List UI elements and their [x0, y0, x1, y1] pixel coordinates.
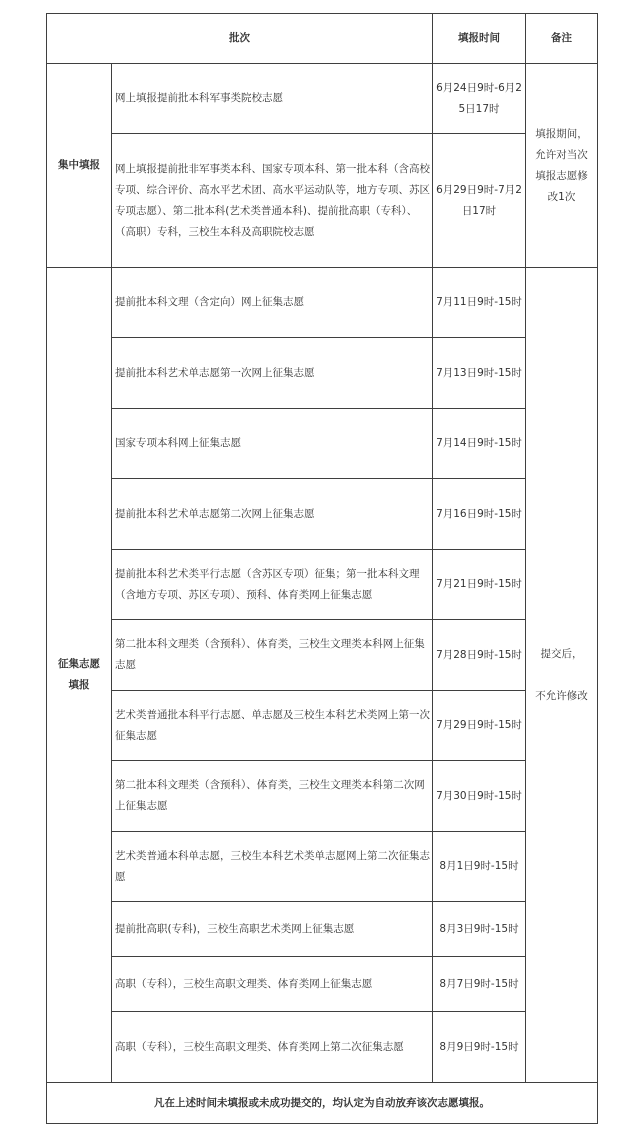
time-cell: 8月9日9时-15时: [433, 1012, 526, 1083]
footer-row: [47, 1083, 598, 1124]
batch-cell: 提前批本科艺术单志愿第二次网上征集志愿: [112, 479, 433, 550]
footer-note: 凡在上述时间未填报或未成功提交的，均认定为自动放弃该次志愿填报。: [47, 1083, 598, 1124]
header-note: 备注: [526, 14, 598, 64]
time-cell: 8月7日9时-15时: [433, 957, 526, 1012]
time-cell: 7月14日9时-15时: [433, 409, 526, 479]
table-row: [47, 957, 598, 1012]
group-label-solicitation: [47, 268, 112, 1083]
table-row: [47, 1012, 598, 1083]
batch-cell: 国家专项本科网上征集志愿: [112, 409, 433, 479]
time-cell: 7月13日9时-15时: [433, 338, 526, 409]
batch-cell: 艺术类普通批本科平行志愿、单志愿及三校生本科艺术类网上第一次征集志愿: [112, 691, 433, 761]
header-time: 填报时间: [433, 14, 526, 64]
time-cell: 7月11日9时-15时: [433, 268, 526, 338]
batch-cell: 提前批本科艺术单志愿第一次网上征集志愿: [112, 338, 433, 409]
table-row: [47, 268, 598, 338]
group-label-line: 征集志愿: [58, 658, 100, 670]
table-row: [47, 902, 598, 957]
time-cell: 6月24日9时-6月25日17时: [433, 64, 526, 134]
table-row: [47, 832, 598, 902]
batch-cell: 提前批本科文理（含定向）网上征集志愿: [112, 268, 433, 338]
batch-cell: 第二批本科文理类（含预科）、体育类，三校生文理类本科第二次网上征集志愿: [112, 761, 433, 832]
batch-cell: 高职（专科），三校生高职文理类、体育类网上第二次征集志愿: [112, 1012, 433, 1083]
batch-cell: 网上填报提前批非军事类本科、国家专项本科、第一批本科（含高校专项、综合评价、高水平艺术团、高水平运动队等，地方专项、苏区专项志愿）、第二批本科(艺术类普通本科)、提前批高职（专科）、（高职）专科，三校生本科及高职院校志愿: [112, 134, 433, 268]
table-row: [47, 64, 598, 134]
note-line: 不允许修改: [535, 689, 588, 702]
batch-cell: 艺术类普通本科单志愿，三校生本科艺术类单志愿网上第二次征集志愿: [112, 832, 433, 902]
table-row: [47, 134, 598, 268]
note-solicitation: [526, 268, 598, 1083]
time-cell: 8月3日9时-15时: [433, 902, 526, 957]
group-label-centralized: 集中填报: [47, 64, 112, 268]
note-line: 提交后，: [540, 647, 583, 660]
group-label-line: 填报: [68, 679, 90, 691]
time-cell: 7月30日9时-15时: [433, 761, 526, 832]
time-cell: 7月29日9时-15时: [433, 691, 526, 761]
table-row: [47, 691, 598, 761]
time-cell: 8月1日9时-15时: [433, 832, 526, 902]
time-cell: 7月28日9时-15时: [433, 620, 526, 691]
table-row: [47, 338, 598, 409]
batch-cell: 网上填报提前批本科军事类院校志愿: [112, 64, 433, 134]
batch-cell: 提前批高职(专科)，三校生高职艺术类网上征集志愿: [112, 902, 433, 957]
table-row: [47, 620, 598, 691]
table-row: [47, 550, 598, 620]
time-cell: 7月16日9时-15时: [433, 479, 526, 550]
schedule-table: [46, 13, 598, 1124]
note-centralized: 填报期间，允许对当次填报志愿修改1次: [526, 64, 598, 268]
batch-cell: 提前批本科艺术类平行志愿（含苏区专项）征集；第一批本科文理（含地方专项、苏区专项）、预科、体育类网上征集志愿: [112, 550, 433, 620]
header-row: [47, 14, 598, 64]
table-row: [47, 479, 598, 550]
batch-cell: 第二批本科文理类（含预科）、体育类，三校生文理类本科网上征集志愿: [112, 620, 433, 691]
time-cell: 7月21日9时-15时: [433, 550, 526, 620]
batch-cell: 高职（专科），三校生高职文理类、体育类网上征集志愿: [112, 957, 433, 1012]
time-cell: 6月29日9时-7月2日17时: [433, 134, 526, 268]
table-row: [47, 761, 598, 832]
table-row: [47, 409, 598, 479]
header-batch: 批次: [47, 14, 433, 64]
